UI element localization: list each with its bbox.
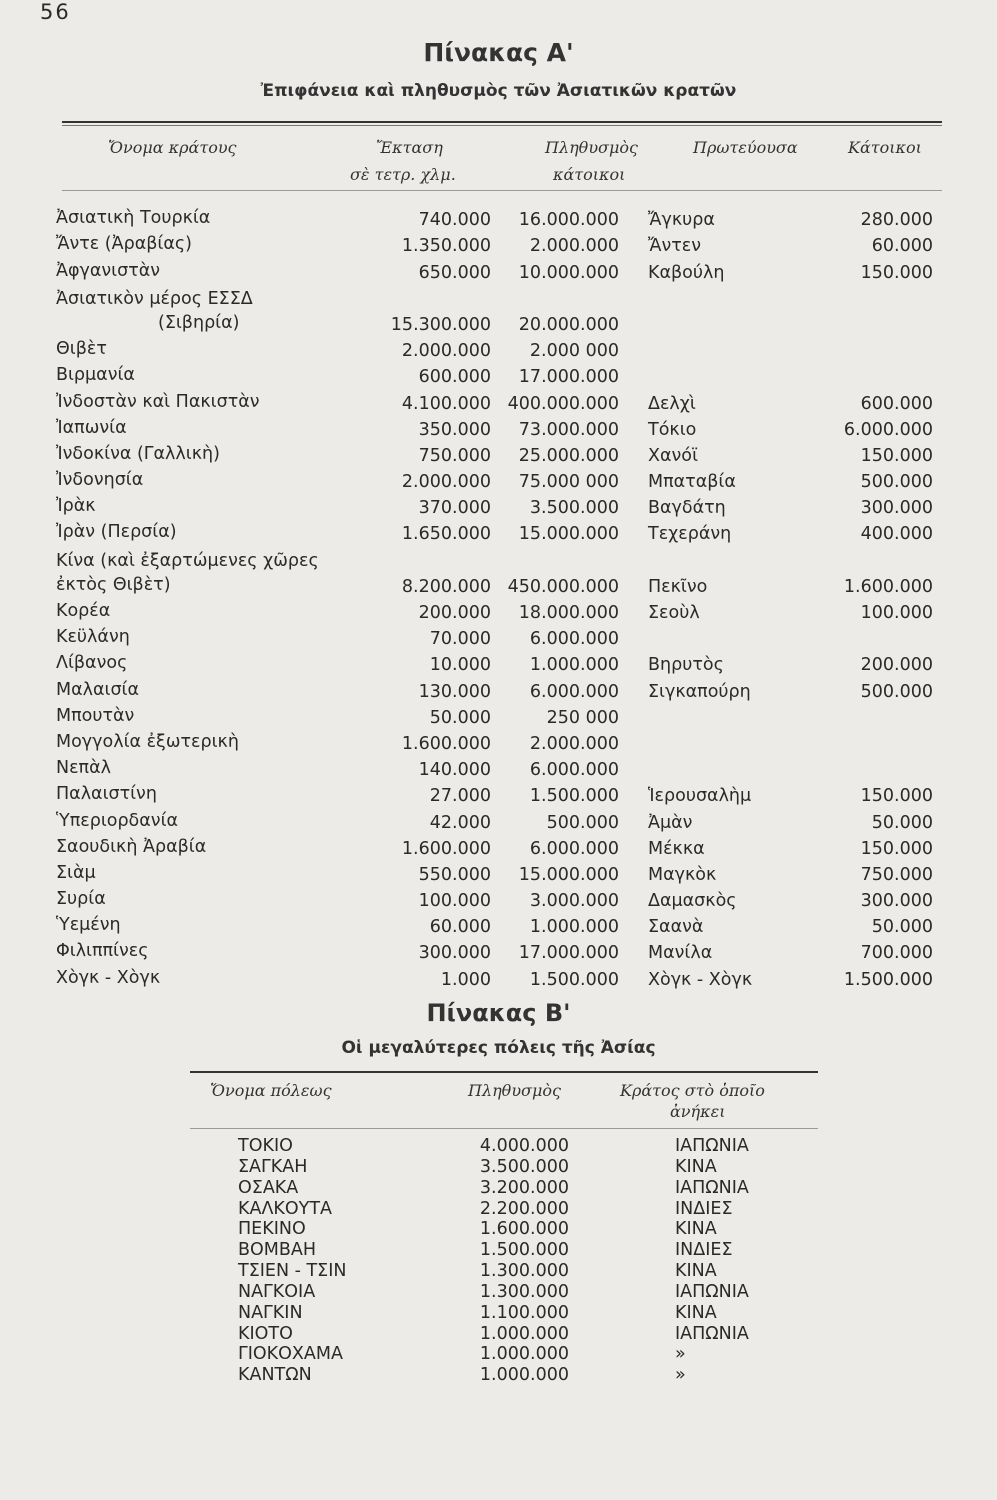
table-row — [0, 1303, 997, 1324]
table-row — [0, 835, 997, 861]
state-name: Σιὰμ — [56, 862, 96, 883]
capital-name: Μπαταβία — [648, 472, 736, 493]
city-population: 1.600.000 — [479, 1219, 569, 1240]
header-area-unit: σὲ τετρ. χλμ. — [350, 165, 456, 184]
header-city-population: Πληθυσμὸς — [468, 1081, 561, 1100]
area-value: 1.600.000 — [401, 733, 491, 754]
capital-name: Χὸγκ - Χὸγκ — [648, 969, 753, 990]
population-value: 18.000.000 — [518, 603, 619, 624]
table-row — [0, 1261, 997, 1282]
city-state: ΚΙΝΑ — [675, 1261, 717, 1282]
capital-inhabitants: 150.000 — [860, 838, 933, 859]
capital-name: Ἀμὰν — [648, 812, 693, 833]
table-a-body — [0, 206, 997, 992]
capital-inhabitants: 280.000 — [860, 210, 933, 231]
table-row — [0, 677, 997, 703]
city-name: ΚΙΟΤΟ — [238, 1323, 293, 1344]
population-value: 2.000.000 — [529, 733, 619, 754]
capital-name: Τόκιο — [648, 419, 697, 440]
capital-inhabitants: 60.000 — [871, 236, 933, 257]
area-value: 370.000 — [418, 498, 491, 519]
table-row — [0, 546, 997, 598]
table-row — [0, 494, 997, 520]
table-row — [0, 704, 997, 730]
population-value: 2.000.000 — [529, 236, 619, 257]
city-name: ΝΑΓΚΙΝ — [238, 1302, 303, 1323]
city-population: 1.000.000 — [479, 1365, 569, 1386]
population-value: 75.000 000 — [518, 472, 619, 493]
capital-name: Βαγδάτη — [648, 498, 726, 519]
population-value: 2.000 000 — [529, 341, 619, 362]
table-row — [0, 1344, 997, 1365]
area-value: 750.000 — [418, 445, 491, 466]
population-value: 6.000.000 — [529, 760, 619, 781]
city-population: 4.000.000 — [479, 1136, 569, 1156]
table-row — [0, 337, 997, 363]
header-city-state-line2: ἀνήκει — [670, 1102, 726, 1121]
capital-inhabitants: 50.000 — [871, 812, 933, 833]
population-value: 400.000.000 — [507, 393, 619, 414]
area-value: 2.000.000 — [401, 472, 491, 493]
table-row — [0, 442, 997, 468]
city-population: 3.500.000 — [479, 1156, 569, 1177]
capital-inhabitants: 6.000.000 — [843, 419, 933, 440]
table-row — [0, 1240, 997, 1261]
area-value: 350.000 — [418, 419, 491, 440]
table-row — [0, 1136, 997, 1157]
table-row — [0, 1199, 997, 1220]
state-name: Μαλαισία — [56, 679, 139, 700]
area-value: 4.100.000 — [401, 393, 491, 414]
state-name: Ἰρὰκ — [56, 496, 96, 517]
capital-inhabitants: 500.000 — [860, 681, 933, 702]
capital-inhabitants: 100.000 — [860, 603, 933, 624]
city-state: ΙΑΠΩΝΙΑ — [675, 1323, 749, 1344]
city-state: ΚΙΝΑ — [675, 1302, 717, 1323]
state-name: Μογγολία ἐξωτερικὴ — [56, 731, 239, 752]
city-population: 1.300.000 — [479, 1281, 569, 1302]
table-row — [0, 258, 997, 284]
header-capital: Πρωτεύουσα — [693, 138, 798, 157]
area-value: 1.000 — [440, 969, 491, 990]
city-state: ΙΑΠΩΝΙΑ — [675, 1177, 749, 1198]
state-name-line2: (Σιβηρία) — [158, 312, 240, 333]
capital-name: Χανόϊ — [648, 445, 698, 466]
city-name: ΤΟΚΙΟ — [238, 1136, 293, 1156]
area-value: 650.000 — [418, 262, 491, 283]
capital-name: Μανίλα — [648, 943, 713, 964]
city-population: 1.500.000 — [479, 1240, 569, 1261]
capital-name: Βηρυτὸς — [648, 655, 724, 676]
capital-inhabitants: 300.000 — [860, 498, 933, 519]
city-name: ΒΟΜΒΑΗ — [238, 1240, 317, 1261]
state-name: Φιλιππίνες — [56, 941, 149, 962]
capital-name: Ἱερουσαλὴμ — [648, 786, 752, 807]
population-value: 20.000.000 — [518, 314, 619, 335]
city-name: ΠΕΚΙΝΟ — [238, 1219, 306, 1240]
population-value: 6.000.000 — [529, 681, 619, 702]
area-value: 50.000 — [429, 707, 491, 728]
table-row — [0, 416, 997, 442]
city-state: ΚΙΝΑ — [675, 1219, 717, 1240]
header-population: Πληθυσμὸς — [545, 138, 638, 157]
population-value: 500.000 — [546, 812, 619, 833]
population-value: 17.000.000 — [518, 367, 619, 388]
capital-inhabitants: 750.000 — [860, 864, 933, 885]
area-value: 27.000 — [429, 786, 491, 807]
table-row — [0, 1157, 997, 1178]
city-population: 2.200.000 — [479, 1198, 569, 1219]
capital-inhabitants: 1.600.000 — [843, 576, 933, 597]
header-area: Ἔκταση — [376, 138, 443, 157]
table-row — [0, 1219, 997, 1240]
city-state: » — [675, 1365, 686, 1386]
table-row — [0, 1282, 997, 1303]
table-row — [0, 756, 997, 782]
state-name: Βιρμανία — [56, 365, 135, 386]
city-population: 1.100.000 — [479, 1302, 569, 1323]
state-name: Κορέα — [56, 601, 111, 622]
capital-name: Μέκκα — [648, 838, 705, 859]
capital-inhabitants: 400.000 — [860, 524, 933, 545]
population-value: 6.000.000 — [529, 629, 619, 650]
table-a-title: Πίνακας Α' — [423, 38, 574, 67]
state-name: Συρία — [56, 889, 106, 910]
population-value: 6.000.000 — [529, 838, 619, 859]
capital-name: Σεοὺλ — [648, 603, 700, 624]
table-row — [0, 1324, 997, 1345]
area-value: 550.000 — [418, 864, 491, 885]
city-name: ΟΣΑΚΑ — [238, 1177, 299, 1198]
capital-inhabitants: 600.000 — [860, 393, 933, 414]
city-name: ΓΙΟΚΟΧΑΜΑ — [238, 1344, 343, 1365]
city-state: ΙΑΠΩΝΙΑ — [675, 1281, 749, 1302]
city-population: 1.300.000 — [479, 1261, 569, 1282]
area-value: 15.300.000 — [390, 314, 491, 335]
area-value: 740.000 — [418, 210, 491, 231]
header-population-unit: κάτοικοι — [553, 165, 626, 184]
state-name-line1: Κίνα (καὶ ἐξαρτώμενες χῶρες — [56, 550, 319, 571]
state-name: Χὸγκ - Χὸγκ — [56, 967, 161, 988]
header-state-name: Ὄνομα κράτους — [108, 138, 237, 157]
table-b-top-rule — [190, 1071, 818, 1073]
table-row — [0, 651, 997, 677]
capital-inhabitants: 200.000 — [860, 655, 933, 676]
state-name — [56, 287, 253, 335]
city-population: 3.200.000 — [479, 1177, 569, 1198]
table-a-top-rule — [62, 121, 942, 123]
capital-name: Δαμασκὸς — [648, 891, 737, 912]
population-value: 1.000.000 — [529, 917, 619, 938]
city-state: ΙΝΔΙΕΣ — [675, 1198, 733, 1219]
table-row — [0, 1178, 997, 1199]
area-value: 2.000.000 — [401, 341, 491, 362]
area-value: 70.000 — [429, 629, 491, 650]
table-b-subtitle: Οἱ μεγαλύτερες πόλεις τῆς Ἀσίας — [341, 1038, 656, 1058]
page-number: 56 — [40, 0, 71, 24]
population-value: 1.500.000 — [529, 969, 619, 990]
capital-inhabitants: 700.000 — [860, 943, 933, 964]
state-name: Ὑεμένη — [56, 915, 121, 936]
table-row — [0, 363, 997, 389]
table-row — [0, 285, 997, 337]
area-value: 130.000 — [418, 681, 491, 702]
city-name: ΚΑΛΚΟΥΤΑ — [238, 1198, 333, 1219]
table-row — [0, 808, 997, 834]
state-name: Σαουδικὴ Ἀραβία — [56, 836, 207, 857]
city-population: 1.000.000 — [479, 1344, 569, 1365]
state-name-line2: ἐκτὸς Θιβὲτ) — [56, 574, 171, 595]
capital-inhabitants: 500.000 — [860, 472, 933, 493]
capital-inhabitants: 1.500.000 — [843, 969, 933, 990]
state-name: Ἀσιατικὴ Τουρκία — [56, 208, 211, 229]
table-b-title: Πίνακας Β' — [426, 999, 571, 1027]
table-a-header-rule — [62, 190, 942, 191]
population-value: 1.500.000 — [529, 786, 619, 807]
table-row — [0, 520, 997, 546]
capital-inhabitants: 150.000 — [860, 262, 933, 283]
table-row — [0, 468, 997, 494]
city-name: ΤΣΙΕΝ - ΤΣΙΝ — [238, 1261, 347, 1282]
table-row — [0, 939, 997, 965]
population-value: 250 000 — [546, 707, 619, 728]
area-value: 1.600.000 — [401, 838, 491, 859]
city-population: 1.000.000 — [479, 1323, 569, 1344]
table-row — [0, 913, 997, 939]
table-row — [0, 206, 997, 232]
population-value: 3.000.000 — [529, 891, 619, 912]
state-name: Νεπὰλ — [56, 758, 111, 779]
header-city-state: Κράτος στὸ ὁποῖο — [620, 1081, 765, 1100]
table-a-subtitle: Ἐπιφάνεια καὶ πληθυσμὸς τῶν Ἀσιατικῶν κρατῶν — [260, 81, 737, 101]
state-name: Ἰνδονησία — [56, 470, 144, 491]
capital-inhabitants: 300.000 — [860, 891, 933, 912]
city-name: ΝΑΓΚΟΙΑ — [238, 1281, 316, 1302]
table-row — [0, 625, 997, 651]
state-name: Ἰνδοστὰν καὶ Πακιστὰν — [56, 391, 260, 412]
area-value: 8.200.000 — [401, 576, 491, 597]
header-city-name: Ὄνομα πόλεως — [210, 1081, 332, 1100]
capital-inhabitants: 150.000 — [860, 445, 933, 466]
table-row — [0, 782, 997, 808]
state-name: Ἰαπωνία — [56, 417, 127, 438]
area-value: 1.650.000 — [401, 524, 491, 545]
table-row — [0, 730, 997, 756]
table-row — [0, 965, 997, 991]
table-row — [0, 389, 997, 415]
capital-name: Ἄντεν — [648, 236, 702, 257]
state-name: Ἄντε (Ἀραβίας) — [56, 234, 192, 255]
table-b-header-rule — [190, 1128, 818, 1129]
area-value: 200.000 — [418, 603, 491, 624]
capital-inhabitants: 150.000 — [860, 786, 933, 807]
population-value: 1.000.000 — [529, 655, 619, 676]
state-name: Ὑπεριορδανία — [56, 810, 179, 831]
table-row — [0, 232, 997, 258]
population-value: 73.000.000 — [518, 419, 619, 440]
capital-name: Καβούλη — [648, 262, 725, 283]
city-name: ΚΑΝΤΩΝ — [238, 1365, 312, 1386]
capital-inhabitants: 50.000 — [871, 917, 933, 938]
state-name: Ἰρὰν (Περσία) — [56, 522, 177, 543]
capital-name: Πεκῖνο — [648, 576, 708, 597]
state-name: Ἰνδοκίνα (Γαλλικὴ) — [56, 443, 220, 464]
capital-name: Σιγκαπούρη — [648, 681, 751, 702]
area-value: 140.000 — [418, 760, 491, 781]
population-value: 10.000.000 — [518, 262, 619, 283]
city-state: ΙΝΔΙΕΣ — [675, 1240, 733, 1261]
area-value: 600.000 — [418, 367, 491, 388]
capital-name: Τεχεράνη — [648, 524, 732, 545]
area-value: 60.000 — [429, 917, 491, 938]
city-name: ΣΑΓΚΑΗ — [238, 1156, 308, 1177]
capital-name: Σαανὰ — [648, 917, 704, 938]
city-state: ΙΑΠΩΝΙΑ — [675, 1136, 749, 1156]
population-value: 25.000.000 — [518, 445, 619, 466]
table-row — [0, 861, 997, 887]
city-state: » — [675, 1344, 686, 1365]
state-name: Λίβανος — [56, 653, 128, 674]
state-name — [56, 549, 319, 597]
table-row — [0, 1365, 997, 1386]
capital-name: Μαγκὸκ — [648, 864, 717, 885]
table-b-body — [0, 1136, 997, 1386]
population-value: 450.000.000 — [507, 576, 619, 597]
area-value: 1.350.000 — [401, 236, 491, 257]
population-value: 16.000.000 — [518, 210, 619, 231]
capital-name: Δελχὶ — [648, 393, 696, 414]
state-name-line1: Ἀσιατικὸν μέρος ΕΣΣΔ — [56, 288, 253, 309]
population-value: 15.000.000 — [518, 864, 619, 885]
capital-name: Ἄγκυρα — [648, 210, 715, 231]
state-name: Θιβὲτ — [56, 339, 107, 360]
table-row — [0, 887, 997, 913]
table-a-top-rule-inner — [62, 125, 942, 126]
state-name: Κεϋλάνη — [56, 627, 130, 648]
state-name: Παλαιστίνη — [56, 784, 157, 805]
area-value: 100.000 — [418, 891, 491, 912]
header-inhabitants: Κάτοικοι — [848, 138, 922, 157]
area-value: 300.000 — [418, 943, 491, 964]
table-row — [0, 599, 997, 625]
area-value: 10.000 — [429, 655, 491, 676]
state-name: Μπουτὰν — [56, 705, 135, 726]
population-value: 3.500.000 — [529, 498, 619, 519]
population-value: 17.000.000 — [518, 943, 619, 964]
city-state: ΚΙΝΑ — [675, 1156, 717, 1177]
population-value: 15.000.000 — [518, 524, 619, 545]
state-name: Ἀφγανιστὰν — [56, 260, 161, 281]
area-value: 42.000 — [429, 812, 491, 833]
